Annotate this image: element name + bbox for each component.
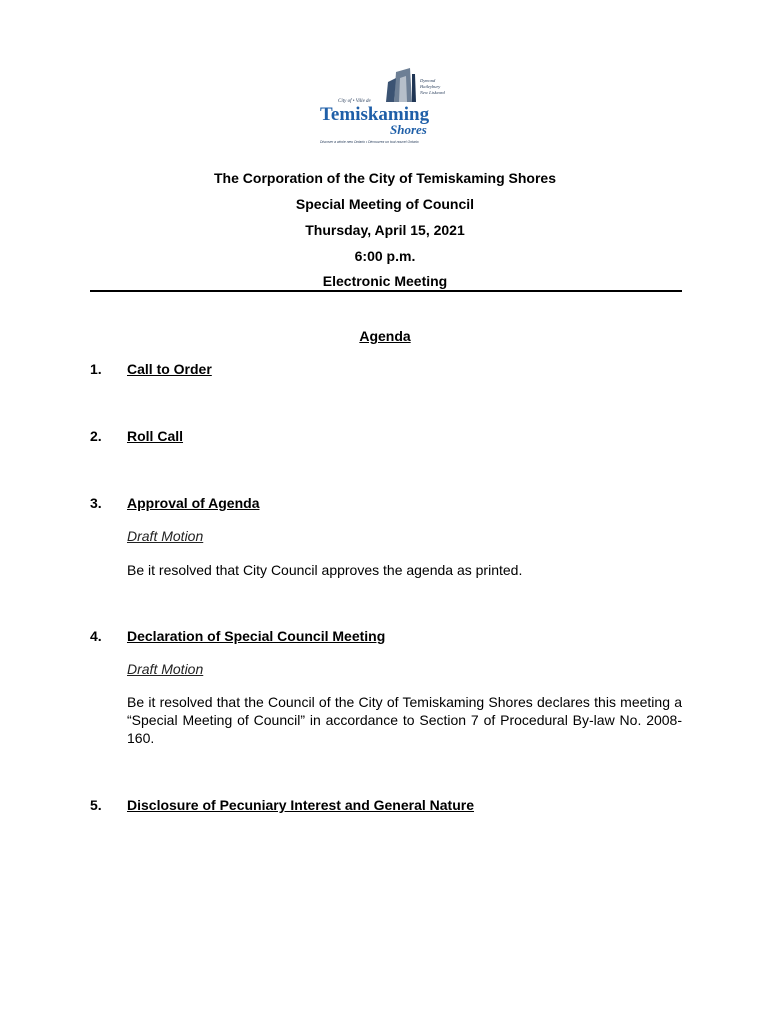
logo-name-line2: Shores [390,122,427,137]
city-logo [318,68,453,146]
draft-motion-label: Draft Motion [127,528,204,544]
meeting-location: Electronic Meeting [322,273,448,289]
item-title-declaration: Declaration of Special Council Meeting [127,628,386,644]
logo-tagline: Discover a whole new Ontario • Découvrez un tout nouvel Ontario [320,140,419,144]
agenda-title: Agenda [359,328,411,344]
meeting-date: Thursday, April 15, 2021 [305,222,465,238]
sail-icon [386,68,416,102]
item-title-approval-of-agenda: Approval of Agenda [127,495,260,511]
corporation-title: The Corporation of the City of Temiskaming Shores [214,170,556,186]
item-number: 1. [90,361,102,377]
item-title-call-to-order: Call to Order [127,361,212,377]
item-number: 2. [90,428,102,444]
draft-motion-label: Draft Motion [127,661,204,677]
logo-town-dymond: Dymond [420,78,436,83]
item-title-disclosure: Disclosure of Pecuniary Interest and General Nature [127,797,475,813]
item-number: 3. [90,495,102,511]
item-number: 5. [90,797,102,813]
motion-text: Be it resolved that the Council of the City of Temiskaming Shores declares this meeting a “Special Meeting of Council” in accordance to Section 7 of Procedural By-law No. 2008-160. [127,694,682,746]
item-number: 4. [90,628,102,644]
item-title-roll-call: Roll Call [127,428,184,444]
meeting-type: Special Meeting of Council [295,196,475,212]
logo-name-line1: Temiskaming [320,104,430,125]
logo-town-haileybury: Haileybury [420,84,441,89]
header-divider [90,290,682,292]
logo-city-text: City of • Ville de [338,99,371,104]
motion-text: Be it resolved that City Council approves the agenda as printed. [127,562,523,578]
meeting-time: 6:00 p.m. [354,248,416,264]
logo-town-new-liskeard: New Liskeard [420,90,445,95]
